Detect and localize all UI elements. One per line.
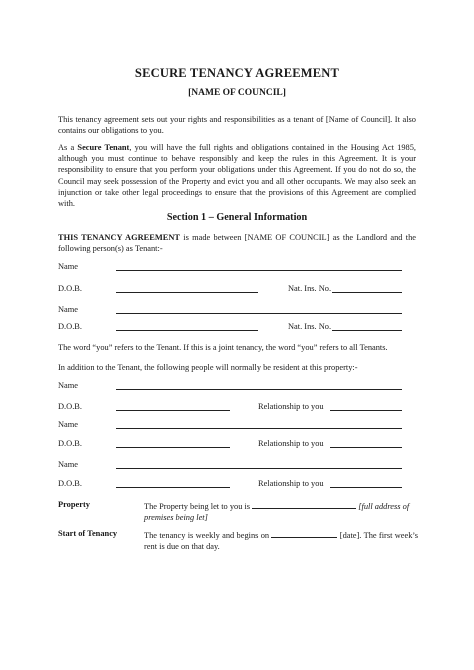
tenant1-dob-field[interactable]: [116, 292, 258, 293]
resident3-name-label: Name: [58, 460, 78, 469]
property-description: [144, 500, 418, 523]
tenant2-name-field[interactable]: [116, 313, 402, 314]
tenant2-name-label: Name: [58, 305, 78, 314]
start-of-tenancy-label: Start of Tenancy: [58, 529, 118, 538]
agreement-paragraph: [58, 232, 416, 254]
intro-paragraph: This tenancy agreement sets out your rights and responsibilities as a tenant of [Name of Council]. It also contains our obligations to you.: [58, 115, 416, 136]
residents-note: In addition to the Tenant, the following people will normally be resident at this property:-: [58, 363, 358, 372]
property-text: The Property being let to you is: [144, 502, 251, 511]
tenant2-natins-label: Nat. Ins. No.: [288, 322, 332, 331]
resident2-name-field[interactable]: [116, 428, 402, 429]
section-1-heading: Section 1 – General Information: [166, 212, 308, 223]
resident3-relationship-label: Relationship to you: [258, 479, 324, 488]
start-text-after: [date]. The first week’s rent is due on that day.: [144, 531, 418, 552]
resident1-name-label: Name: [58, 381, 78, 390]
council-name-placeholder: [NAME OF COUNCIL]: [188, 88, 286, 98]
tenant1-dob-label: D.O.B.: [58, 284, 82, 293]
resident2-dob-label: D.O.B.: [58, 439, 82, 448]
agreement-text: is made between [NAME OF COUNCIL] as the Landlord and the following person(s) as Tenant:-: [58, 233, 416, 254]
tenant2-dob-field[interactable]: [116, 330, 258, 331]
secure-tenant-paragraph: [58, 142, 416, 209]
resident3-name-field[interactable]: [116, 468, 402, 469]
start-date-field[interactable]: [271, 529, 337, 538]
resident2-relationship-label: Relationship to you: [258, 439, 324, 448]
resident3-dob-field[interactable]: [116, 487, 230, 488]
tenant2-dob-label: D.O.B.: [58, 322, 82, 331]
tenant2-natins-field[interactable]: [332, 330, 402, 331]
you-definition-note: The word “you” refers to the Tenant. If this is a joint tenancy, the word “you” refers to all Tenants.: [58, 343, 388, 352]
start-of-tenancy-description: [144, 529, 418, 552]
tenant1-name-label: Name: [58, 262, 78, 271]
document-title: SECURE TENANCY AGREEMENT: [134, 66, 340, 80]
resident3-relationship-field[interactable]: [330, 487, 402, 488]
resident3-dob-label: D.O.B.: [58, 479, 82, 488]
secure-tenant-term: Secure Tenant: [77, 143, 130, 152]
tenant1-natins-label: Nat. Ins. No.: [288, 284, 332, 293]
property-address-field[interactable]: [252, 500, 356, 509]
resident2-name-label: Name: [58, 420, 78, 429]
resident1-relationship-field[interactable]: [330, 410, 402, 411]
tenant1-name-field[interactable]: [116, 270, 402, 271]
property-address-note: [full address of premises being let]: [144, 502, 410, 523]
start-text-before: The tenancy is weekly and begins on: [144, 531, 270, 540]
tenant1-natins-field[interactable]: [332, 292, 402, 293]
secure-prefix: As a: [58, 143, 78, 152]
agreement-term: THIS TENANCY AGREEMENT: [58, 233, 180, 242]
resident1-relationship-label: Relationship to you: [258, 402, 324, 411]
resident1-dob-field[interactable]: [116, 410, 230, 411]
resident1-dob-label: D.O.B.: [58, 402, 82, 411]
property-label: Property: [58, 500, 90, 509]
resident2-dob-field[interactable]: [116, 447, 230, 448]
resident2-relationship-field[interactable]: [330, 447, 402, 448]
secure-tenant-text: , you will have the full rights and obligations contained in the Housing Act 1985, although you must continue to behave responsibly and keep the rules in this Agreement. It is your responsibility to ensure that you perform your obligations under this Agreement. If you do not do so, the Council may seek possession of the Property and evict you and all other occupants. We may also seek an injunction or take other legal proceedings to ensure that the provisions of this Agreement are complied with.: [58, 143, 416, 209]
resident1-name-field[interactable]: [116, 389, 402, 390]
